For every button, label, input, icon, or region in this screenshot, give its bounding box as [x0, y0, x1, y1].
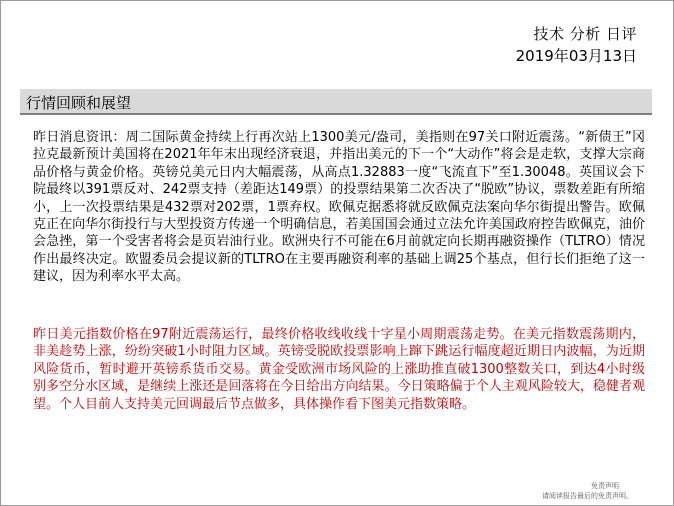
report-type-label: 技术 分析 日评 [533, 25, 637, 43]
section-title: 行情回顾和展望 [26, 94, 132, 112]
report-date: 2019年03月13日 [515, 47, 637, 65]
disclaimer-title: 免责声明 [591, 482, 619, 490]
section-header-bar [20, 89, 652, 115]
market-analysis-paragraph: 昨日美元指数价格在97附近震荡运行，最终价格收线收线十字星小周期震荡走势。在美元指数震荡期内，非美趁势上涨，纷纷突破1小时阻力区域。英镑受脱欧投票影响上蹿下跳运行幅度超近期日内波幅，为近期风险货币，暂时避开英镑系货币交易。黄金受欧洲市场风险的上涨助推直破1300整数关口，到达4小时级别多空分水区域，是继续上涨还是回落将在今日给出方向结果。今日策略偏于个人主观风险较大，稳健者观望。个人目前人支持美元回调最后节点做多，具体操作看下图美元指数策略。 [33, 327, 645, 412]
market-news-paragraph: 昨日消息资讯：周二国际黄金持续上行再次站上1300美元/盎司，美指则在97关口附近震荡。“新债王”冈拉克最新预计美国将在2021年年末出现经济衰退，并指出美元的下一个“大动作”将会是走软，支撑大宗商品价格与黄金价格。英镑兑美元日内大幅震荡，从高点1.32883一度“飞流直下”至1.30048。英国议会下院最终以391票反对、242票支持（差距达149票）的投票结果第二次否决了“脱欧”协议，票数差距有所缩小，上一次投票结果是432票对202票，1票弃权。欧佩克据悉将就反欧佩克法案向华尔街提出警告。欧佩克正在向华尔街投行与大型投资方传递一个明确信息，若美国国会通过立法允许美国政府控告欧佩克，油价会急挫，第一个受害者将会是页岩油行业。欧洲央行不可能在6月前就定向长期再融资操作（TLTRO）情况作出最终决定。欧盟委员会提议新的TLTRO在主要再融资利率的基础上调25个基点，但行长们拒绝了这一建议，因为利率水平太高。 [33, 130, 645, 285]
disclaimer-note: 请阅读报告最后的免责声明。 [542, 492, 633, 500]
